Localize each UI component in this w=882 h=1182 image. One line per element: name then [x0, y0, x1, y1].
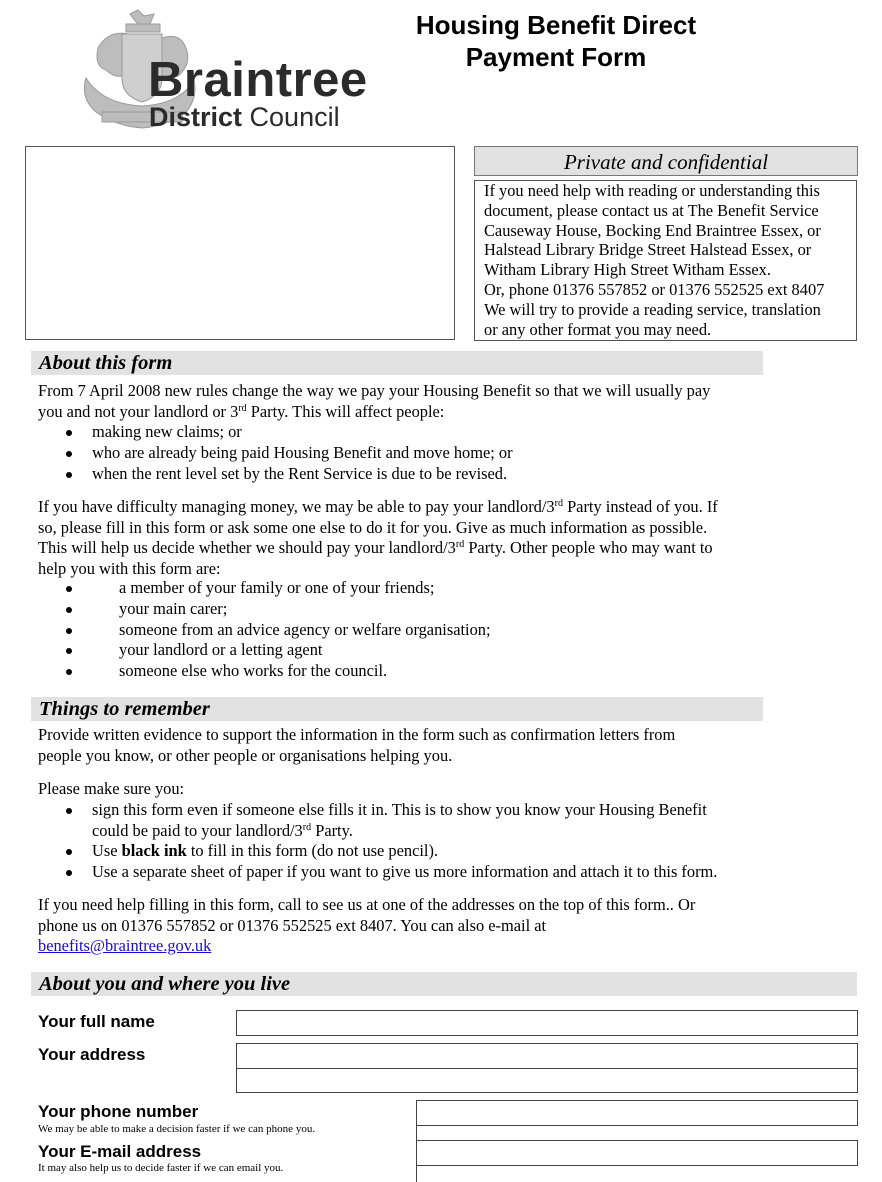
- confidential-help-text: If you need help with reading or understanding this document, please contact us at The Benefit Service Causeway House, Bocking End Braintree Essex, or Halstead Library Bridge Street Halstead Essex, or Witham Library High Street Witham Essex. Or, phone 01376 557852 or 01376 552525 ext 8407 We will try to provide a reading service, translation or any other format you may need.: [474, 180, 857, 341]
- email-hint: It may also help us to decide faster if we can email you.: [38, 1162, 284, 1174]
- about-form-intro: From 7 April 2008 new rules change the way we pay your Housing Benefit so that we will usually pay you and not your landlord or 3rd Party. This will affect people:: [38, 381, 711, 421]
- council-subtitle: District Council: [149, 102, 340, 132]
- email-link[interactable]: benefits@braintree.gov.uk: [38, 936, 212, 955]
- phone-hint: We may be able to make a decision faster if we can phone you.: [38, 1123, 316, 1135]
- council-logo: [78, 8, 378, 136]
- council-name: Braintree: [148, 53, 368, 107]
- phone-field[interactable]: [416, 1100, 858, 1126]
- full-name-label: Your full name: [38, 1012, 155, 1031]
- about-form-paragraph-2: If you have difficulty managing money, we may be able to pay your landlord/3rd Party instead of you. If so, please fill in this form or ask some one else to do it for you. Give as much information as possible. This will help us decide whether we should pay your landlord/3rd Party. Other people who may want to help you with this form are:: [38, 497, 718, 578]
- section-heading-things-to-remember: Things to remember: [31, 697, 763, 721]
- address-label: Your address: [38, 1045, 146, 1064]
- section-heading-about-form: About this form: [31, 351, 763, 375]
- email-label: Your E-mail address: [38, 1142, 202, 1161]
- divider: [416, 1126, 417, 1140]
- divider: [416, 1166, 417, 1182]
- email-field[interactable]: [416, 1140, 858, 1166]
- confidential-heading: Private and confidential: [474, 146, 858, 176]
- make-sure-text: Please make sure you:: [38, 779, 185, 798]
- address-field-divider: [237, 1068, 857, 1069]
- help-contact-text: If you need help filling in this form, call to see us at one of the addresses on the top of this form.. Or phone us on 01376 557852 or 01376 552525 ext 8407. You can also e-mail at benefits@braintree.gov.uk: [38, 895, 696, 955]
- full-name-field[interactable]: [236, 1010, 858, 1036]
- evidence-text: Provide written evidence to support the information in the form such as confirmation letters from people you know, or other people or organisations helping you.: [38, 725, 676, 765]
- form-title: Housing Benefit Direct Payment Form: [415, 10, 697, 72]
- address-field[interactable]: [236, 1043, 858, 1093]
- phone-label: Your phone number: [38, 1102, 199, 1121]
- recipient-address-box: [25, 146, 455, 340]
- section-heading-about-you: About you and where you live: [31, 972, 857, 996]
